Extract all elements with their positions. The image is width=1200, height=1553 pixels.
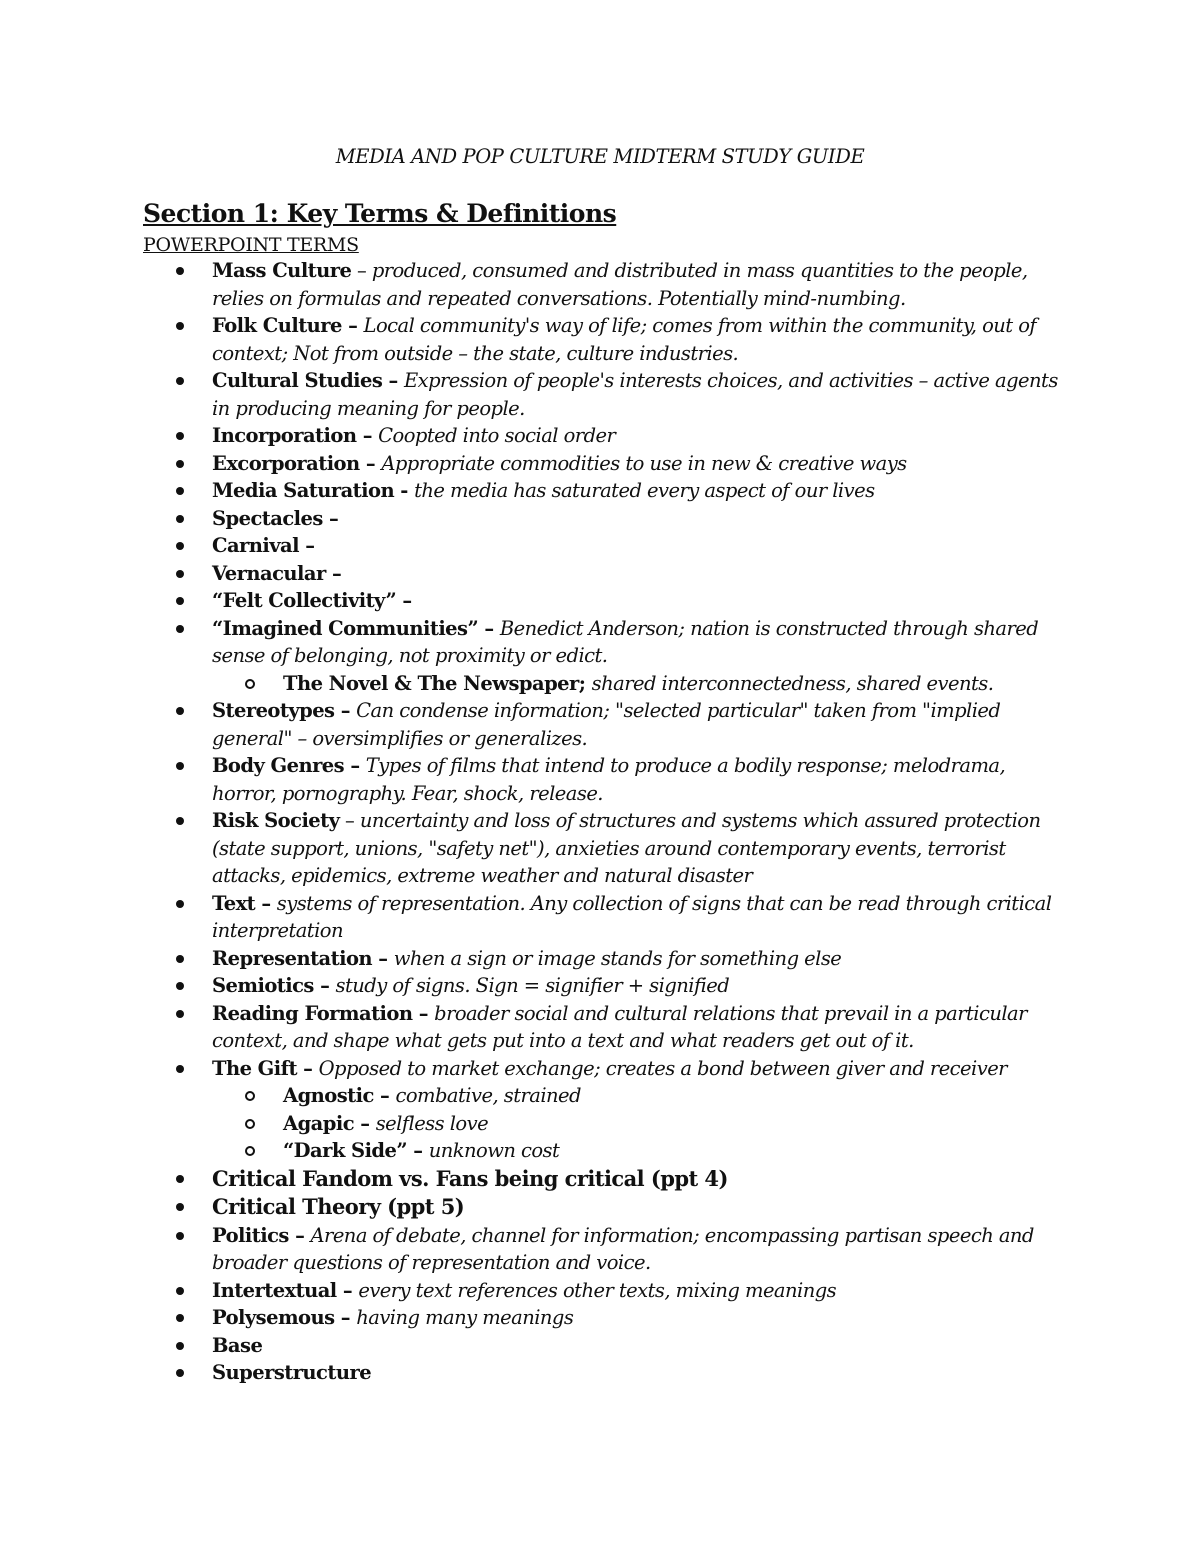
term-definition: the media has saturated every aspect of our lives bbox=[414, 479, 875, 502]
bullet-icon bbox=[176, 377, 184, 385]
term-name: Carnival – bbox=[212, 534, 315, 557]
sub-list-item bbox=[0, 1137, 1073, 1165]
term-definition: produced, consumed and distributed in mass quantities to the people, relies on formulas and repeated conversations. Potentially mind-numbing. bbox=[212, 259, 1028, 310]
term-name: Intertextual – bbox=[212, 1278, 359, 1302]
bullet-icon bbox=[176, 515, 184, 523]
list-item bbox=[0, 1277, 1072, 1305]
sub-list-item bbox=[0, 1082, 1073, 1110]
term-name: “Felt Collectivity” – bbox=[212, 589, 412, 612]
subheading: POWERPOINT TERMS bbox=[143, 234, 359, 256]
bullet-icon bbox=[176, 955, 184, 963]
term-definition: Can condense information; "selected particular" taken from "implied general" – oversimplifies or generalizes. bbox=[212, 699, 1001, 750]
bullet-icon bbox=[176, 267, 184, 275]
bullet-icon bbox=[176, 625, 184, 633]
list-item bbox=[0, 587, 1072, 615]
list-item bbox=[0, 422, 1072, 450]
term-definition: Appropriate commodities to use in new & creative ways bbox=[381, 451, 907, 475]
term-definition: when a sign or image stands for something else bbox=[393, 946, 842, 970]
sub-list-item bbox=[0, 670, 1073, 698]
circle-bullet-icon bbox=[245, 679, 255, 689]
list-item bbox=[0, 477, 1072, 505]
term-name: Representation – bbox=[212, 946, 394, 970]
circle-bullet-icon bbox=[245, 1091, 255, 1101]
bullet-icon bbox=[176, 900, 184, 908]
term-definition: broader social and cultural relations that prevail in a particular context, and shape what gets put into a text and what readers get out of it. bbox=[212, 1001, 1027, 1052]
term-name: Spectacles – bbox=[212, 506, 339, 530]
term-name: Reading Formation – bbox=[212, 1001, 435, 1025]
list-item bbox=[0, 1193, 1072, 1222]
list-item bbox=[0, 367, 1072, 422]
bullet-icon bbox=[176, 1287, 184, 1295]
term-definition: every text references other texts, mixing meanings bbox=[358, 1278, 837, 1302]
list-item bbox=[0, 615, 1072, 670]
term-name: “Dark Side” – bbox=[283, 1139, 429, 1162]
term-name: Polysemous – bbox=[212, 1306, 357, 1329]
list-item bbox=[0, 1000, 1072, 1055]
term-definition: Benedict Anderson; nation is constructed through shared sense of belonging, not proximity or edict. bbox=[212, 616, 1039, 667]
bullet-icon bbox=[176, 817, 184, 825]
term-definition: unknown cost bbox=[428, 1139, 560, 1162]
term-definition: Opposed to market exchange; creates a bond between giver and receiver bbox=[318, 1056, 1007, 1080]
document-title: MEDIA AND POP CULTURE MIDTERM STUDY GUIDE bbox=[335, 145, 865, 168]
term-name: Body Genres – bbox=[212, 754, 366, 777]
term-definition: having many meanings bbox=[356, 1306, 574, 1329]
list-item bbox=[0, 945, 1072, 973]
term-list bbox=[0, 257, 1200, 1387]
term-definition: Types of films that intend to produce a bodily response; melodrama, horror, pornography. Fear, shock, release. bbox=[212, 754, 1006, 805]
list-item bbox=[0, 1055, 1072, 1083]
bullet-icon bbox=[176, 1342, 184, 1350]
bullet-icon bbox=[176, 542, 184, 550]
bullet-icon bbox=[176, 460, 184, 468]
bullet-icon bbox=[176, 1232, 184, 1240]
bullet-icon bbox=[176, 762, 184, 770]
term-definition: uncertainty and loss of structures and systems which assured protection (state support, unions, "safety net"), anxieties around contemporary events, terrorist attacks, epidemics, extreme weather and natural disaster bbox=[212, 809, 1041, 887]
bullet-icon bbox=[176, 707, 184, 715]
circle-bullet-icon bbox=[245, 1146, 255, 1156]
list-item bbox=[0, 697, 1072, 752]
term-name: The Novel & The Newspaper; bbox=[283, 671, 592, 695]
term-definition: selfless love bbox=[375, 1111, 489, 1135]
list-item bbox=[0, 257, 1072, 312]
term-name: Cultural Studies – bbox=[212, 369, 404, 392]
term-name: Media Saturation - bbox=[212, 479, 415, 502]
list-item bbox=[0, 1332, 1072, 1360]
list-item bbox=[0, 560, 1072, 588]
term-definition: Local community's way of life; comes from within the community, out of context; Not from outside – the state, culture industries. bbox=[212, 314, 1037, 365]
bullet-icon bbox=[176, 487, 184, 495]
list-item bbox=[0, 1304, 1072, 1332]
bullet-icon bbox=[176, 597, 184, 605]
list-item bbox=[0, 807, 1072, 890]
term-name: Excorporation – bbox=[212, 451, 382, 475]
list-item bbox=[0, 1359, 1072, 1387]
term-name: Agnostic – bbox=[283, 1084, 396, 1107]
term-definition: systems of representation. Any collection of signs that can be read through critical interpretation bbox=[212, 891, 1052, 942]
term-name: Politics – bbox=[212, 1223, 311, 1247]
list-item bbox=[0, 312, 1072, 367]
list-item bbox=[0, 890, 1072, 945]
bullet-icon bbox=[176, 1203, 184, 1211]
term-name: Critical Fandom vs. Fans being critical (ppt 4) bbox=[212, 1165, 728, 1191]
bullet-icon bbox=[176, 322, 184, 330]
term-name: Critical Theory (ppt 5) bbox=[212, 1194, 465, 1219]
term-definition: combative, strained bbox=[395, 1084, 581, 1107]
term-name: Folk Culture – bbox=[212, 314, 364, 337]
term-definition: shared interconnectedness, shared events. bbox=[591, 671, 994, 695]
term-name: Incorporation – bbox=[212, 424, 379, 447]
term-name: Agapic – bbox=[283, 1111, 376, 1135]
bullet-icon bbox=[176, 570, 184, 578]
term-separator: – bbox=[339, 809, 360, 832]
bullet-icon bbox=[176, 1065, 184, 1073]
term-name: “Imagined Communities” – bbox=[212, 616, 500, 640]
term-name: Vernacular – bbox=[212, 561, 342, 585]
term-name: Text – bbox=[212, 891, 277, 915]
bullet-icon bbox=[176, 1369, 184, 1377]
list-item bbox=[0, 972, 1072, 1000]
bullet-icon bbox=[176, 1010, 184, 1018]
bullet-icon bbox=[176, 1175, 184, 1183]
bullet-icon bbox=[176, 982, 184, 990]
section-heading: Section 1: Key Terms & Definitions bbox=[143, 199, 617, 228]
list-item bbox=[0, 450, 1072, 478]
term-name: Mass Culture bbox=[212, 259, 352, 282]
bullet-icon bbox=[176, 1314, 184, 1322]
term-name: Risk Society bbox=[212, 809, 340, 832]
term-separator: – bbox=[351, 259, 372, 282]
term-name: Stereotypes – bbox=[212, 699, 357, 722]
bullet-icon bbox=[176, 432, 184, 440]
term-definition: Arena of debate, channel for information; encompassing partisan speech and broader questions of representation and voice. bbox=[212, 1223, 1034, 1274]
list-item bbox=[0, 1165, 1072, 1194]
list-item bbox=[0, 1222, 1072, 1277]
term-definition: Expression of people's interests choices, and activities – active agents in producing meaning for people. bbox=[212, 369, 1058, 420]
term-definition: Coopted into social order bbox=[378, 424, 616, 447]
list-item bbox=[0, 505, 1072, 533]
term-name: The Gift – bbox=[212, 1056, 319, 1080]
term-name: Base bbox=[212, 1333, 263, 1357]
term-name: Superstructure bbox=[212, 1361, 372, 1384]
circle-bullet-icon bbox=[245, 1119, 255, 1129]
term-name: Semiotics – bbox=[212, 974, 336, 997]
sub-list-item bbox=[0, 1110, 1073, 1138]
list-item bbox=[0, 532, 1072, 560]
list-item bbox=[0, 752, 1072, 807]
term-definition: study of signs. Sign = signifier + signified bbox=[335, 974, 730, 997]
